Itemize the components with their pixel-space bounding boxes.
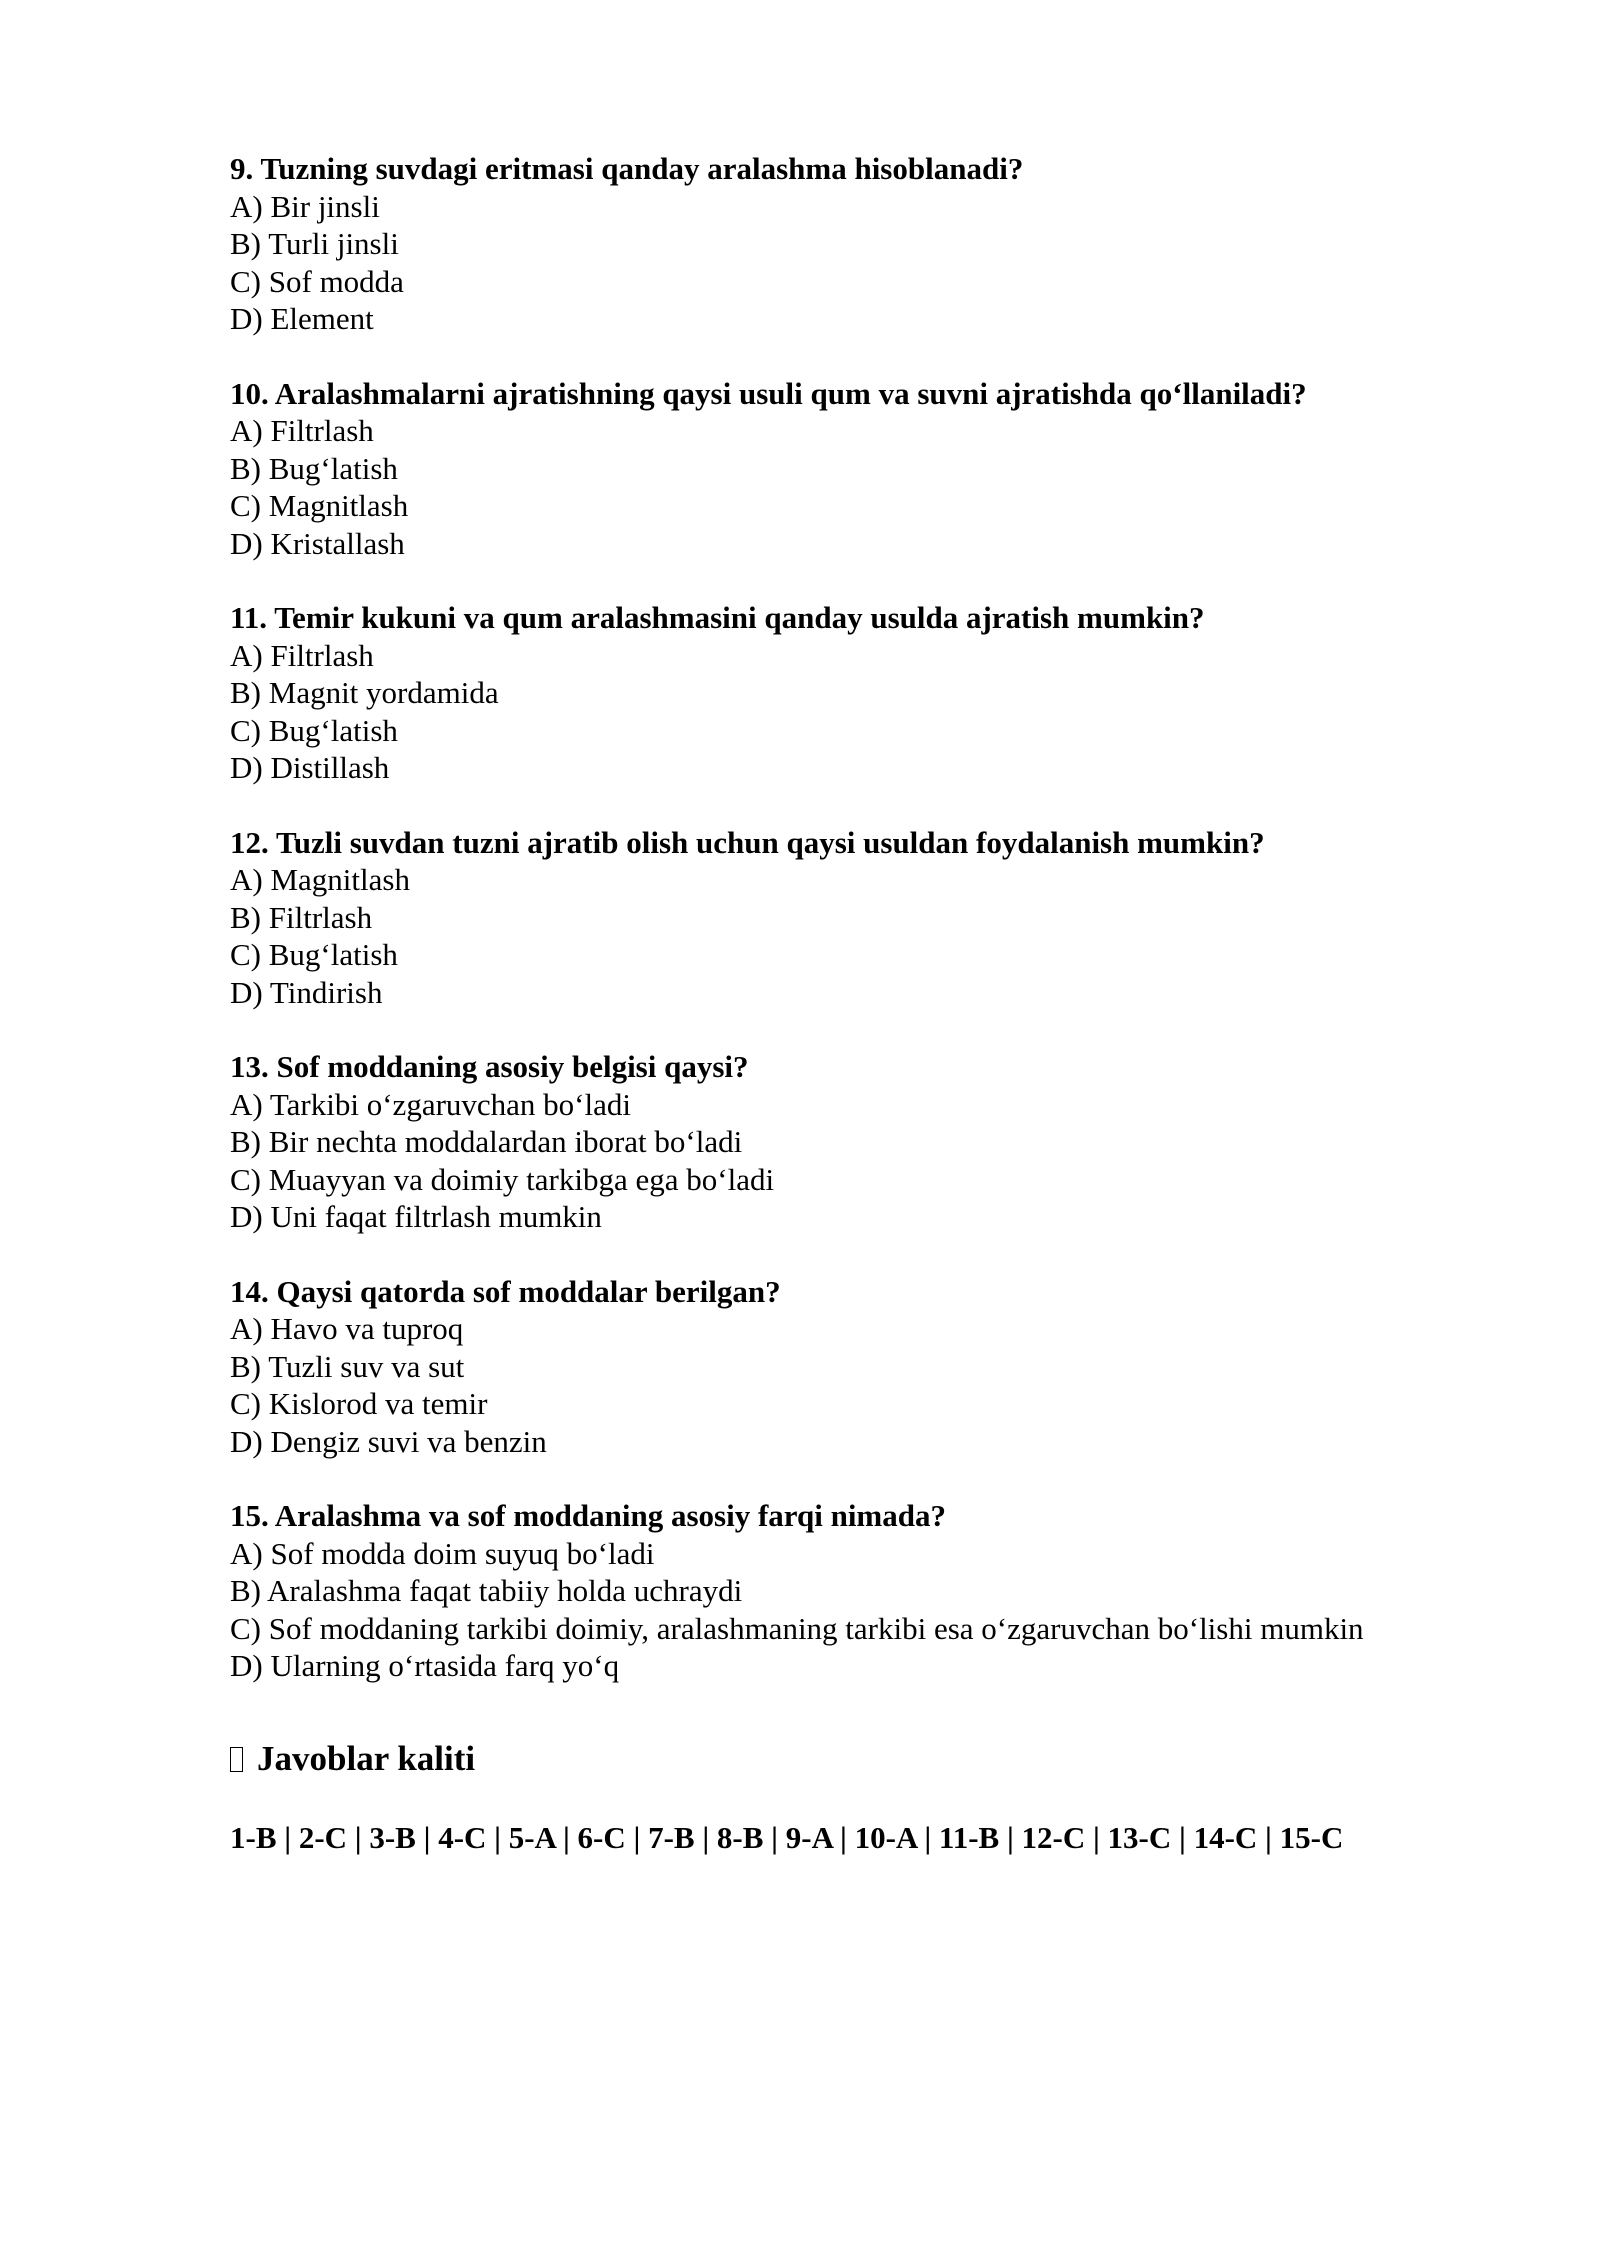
missing-glyph-icon — [230, 1747, 243, 1772]
question-14 — [230, 1273, 1480, 1461]
option-d: D) Uni faqat filtrlash mumkin — [230, 1199, 602, 1234]
option-c: C) Sof moddaning tarkibi doimiy, aralashmaning tarkibi esa o‘zgaruvchan bo‘lishi mumkin — [230, 1610, 1364, 1646]
question-13 — [230, 1048, 1480, 1236]
option-b: B) Magnit yordamida — [230, 675, 499, 710]
option-a: A) Havo va tuproq — [230, 1311, 464, 1346]
option-a: A) Filtrlash — [230, 413, 374, 448]
option-b: B) Filtrlash — [230, 899, 373, 935]
answer-key-title: Javoblar kaliti — [257, 1738, 476, 1778]
question-11 — [230, 599, 1480, 787]
option-a: A) Magnitlash — [230, 862, 410, 897]
answer-key-heading — [230, 1737, 1480, 1781]
option-a: A) Sof modda doim suyuq bo‘ladi — [230, 1535, 655, 1571]
option-c: C) Sof modda — [230, 263, 404, 299]
option-c: C) Bug‘latish — [230, 712, 398, 748]
option-b: B) Bug‘latish — [230, 450, 398, 486]
option-a: A) Tarkibi o‘zgaruvchan bo‘ladi — [230, 1086, 631, 1122]
option-a: A) Filtrlash — [230, 637, 374, 673]
question-title: 12. Tuzli suvdan tuzni ajratib olish uchun qaysi usuldan foydalanish mumkin? — [230, 824, 1265, 860]
question-title: 15. Aralashma va sof moddaning asosiy farqi nimada? — [230, 1498, 946, 1533]
question-title: 11. Temir kukuni va qum aralashmasini qanday usulda ajratish mumkin? — [230, 600, 1205, 635]
question-10 — [230, 375, 1480, 563]
question-9 — [230, 150, 1480, 338]
option-d: D) Distillash — [230, 750, 390, 785]
question-title: 14. Qaysi qatorda sof moddalar berilgan? — [230, 1273, 781, 1309]
option-b: B) Aralashma faqat tabiiy holda uchraydi — [230, 1573, 743, 1608]
quiz-page — [230, 150, 1480, 1856]
option-d: D) Element — [230, 301, 374, 336]
option-b: B) Turli jinsli — [230, 226, 399, 261]
option-a: A) Bir jinsli — [230, 188, 380, 224]
option-d: D) Kristallash — [230, 525, 405, 561]
option-b: B) Tuzli suv va sut — [230, 1348, 465, 1384]
question-title: 10. Aralashmalarni ajratishning qaysi usuli qum va suvni ajratishda qo‘llaniladi? — [230, 375, 1307, 411]
option-b: B) Bir nechta moddalardan iborat bo‘ladi — [230, 1124, 743, 1159]
option-c: C) Bug‘latish — [230, 937, 398, 972]
answer-key-list: 1-B | 2-C | 3-B | 4-C | 5-A | 6-C | 7-B | 8-B | 9-A | 10-A | 11-B | 12-C | 13-C | 14-C | 15-C — [230, 1819, 1344, 1855]
option-c: C) Kislorod va temir — [230, 1386, 488, 1421]
option-c: C) Muayyan va doimiy tarkibga ega bo‘ladi — [230, 1161, 775, 1197]
question-15 — [230, 1497, 1480, 1685]
option-c: C) Magnitlash — [230, 488, 409, 523]
option-d: D) Tindirish — [230, 974, 383, 1010]
option-d: D) Dengiz suvi va benzin — [230, 1423, 547, 1459]
question-title: 9. Tuzning suvdagi eritmasi qanday aralashma hisoblanadi? — [230, 151, 1024, 186]
option-d: D) Ularning o‘rtasida farq yo‘q — [230, 1648, 620, 1683]
question-title: 13. Sof moddaning asosiy belgisi qaysi? — [230, 1049, 749, 1084]
question-12 — [230, 824, 1480, 1012]
